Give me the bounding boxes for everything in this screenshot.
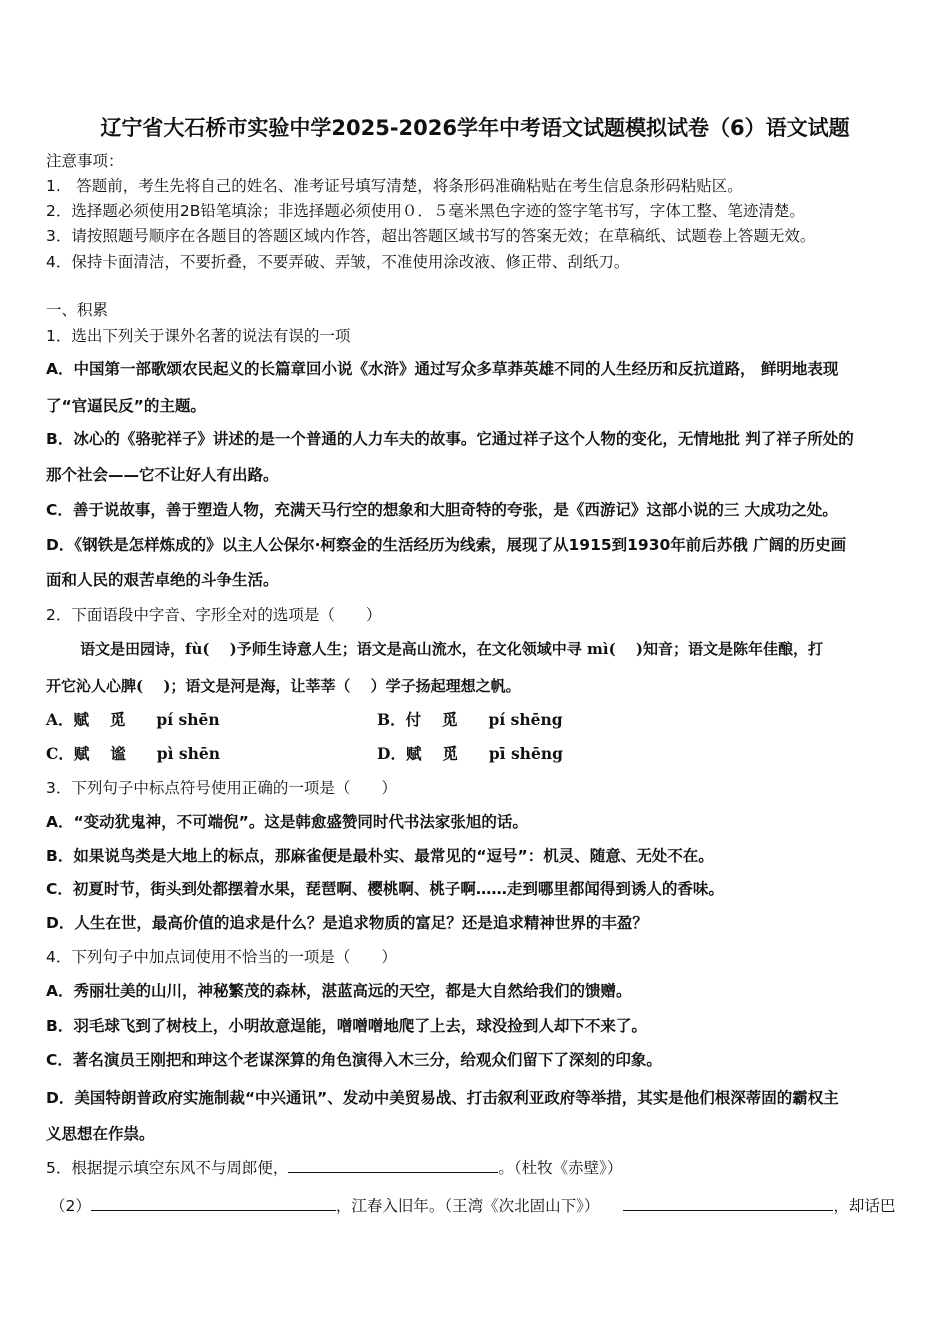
source-note: 。（杜牧《赤壁》） [498,1159,623,1177]
note-item: 3．请按照题号顺序在各题目的答题区域内作答，超出答题区域书写的答案无效；在草稿纸、试题卷上答题无效。 [46,227,816,245]
question-stem: 3．下列句子中标点符号使用正确的一项是（ ） [46,779,397,797]
question-5-line-2 [50,1196,895,1216]
answer-blank[interactable] [623,1196,833,1211]
option-b: B．羽毛球飞到了树枝上，小明故意逞能，噌噌噌地爬了上去，球没捡到人却下不来了。 [46,1017,647,1035]
option-b-cont: 那个社会——它不让好人有出路。 [46,466,279,484]
note-item: 4．保持卡面清洁，不要折叠，不要弄破、弄皱，不准使用涂改液、修正带、刮纸刀。 [46,253,630,271]
option-d-cont: 义思想在作祟。 [46,1125,155,1143]
item-number: （2） [50,1197,91,1215]
note-item: 2．选择题必须使用2B铅笔填涂；非选择题必须使用０．５毫米黑色字迹的签字笔书写，字体工整、笔迹清楚。 [46,202,805,220]
option-c: C．善于说故事，善于塑造人物，充满天马行空的想象和大胆奇特的夸张，是《西游记》这部小说的三 大成功之处。 [46,501,838,519]
option-c: C．著名演员王刚把和珅这个老谋深算的角色演得入木三分，给观众们留下了深刻的印象。 [46,1051,662,1069]
question-stem: 4．下列句子中加点词使用不恰当的一项是（ ） [46,948,397,966]
option-a: A．赋 觅 pí shēn [46,710,220,729]
option-d: D．赋 觅 pī shēng [377,744,563,763]
note-item: 1. 答题前，考生先将自己的姓名、准考证号填写清楚，将条形码准确粘贴在考生信息条形码粘贴区。 [46,177,743,195]
option-c: C．赋 谧 pì shēn [46,744,220,763]
option-a: A．中国第一部歌颂农民起义的长篇章回小说《水浒》通过写众多草莽英雄不同的人生经历和反抗道路， 鲜明地表现 [46,360,839,378]
option-d: D．美国特朗普政府实施制裁“中兴通讯”、发动中美贸易战、打击叙利亚政府等举措，其实是他们根深蒂固的霸权主 [46,1089,839,1107]
source-note: ，江春入旧年。（王湾《次北固山下》） [335,1197,600,1215]
question-stem: 1．选出下列关于课外名著的说法有误的一项 [46,327,351,345]
option-a-cont: 了“官逼民反”的主题。 [46,397,206,415]
option-c: C．初夏时节，街头到处都摆着水果，琵琶啊、樱桃啊、桃子啊……走到哪里都闻得到诱人的香味。 [46,880,724,898]
passage-line: 开它沁人心脾( )；语文是河是海，让莘莘（ ）学子扬起理想之帆。 [46,677,521,695]
notes-heading: 注意事项： [46,152,124,170]
section-heading: 一、积累 [46,301,109,319]
question-stem: 5．根据提示填空东风不与周郎便， [46,1159,289,1177]
page-title: 辽宁省大石桥市实验中学2025-2026学年中考语文试题模拟试卷（6）语文试题 [100,116,850,140]
option-a: A．秀丽壮美的山川，神秘繁茂的森林，湛蓝高远的天空，都是大自然给我们的馈赠。 [46,982,632,1000]
option-b: B．冰心的《骆驼祥子》讲述的是一个普通的人力车夫的故事。它通过祥子这个人物的变化，无情地批 判了祥子所处的 [46,430,854,448]
option-a: A．“变动犹鬼神，不可端倪”。这是韩愈盛赞同时代书法家张旭的话。 [46,813,528,831]
answer-blank[interactable] [288,1158,498,1173]
passage-line: 语文是田园诗，fù( )予师生诗意人生；语文是高山流水，在文化领域中寻 mì( )知音；语文是陈年佳酿，打 [80,640,823,658]
answer-blank[interactable] [91,1196,336,1211]
question-5-line-1 [46,1158,622,1178]
option-d: D．《钢铁是怎样炼成的》以主人公保尔·柯察金的生活经历为线索，展现了从1915到1930年前后苏俄 广阔的历史画 [46,536,847,554]
verse-fragment: ，却话巴 [833,1197,896,1215]
question-stem: 2．下面语段中字音、字形全对的选项是（ ） [46,606,382,624]
option-b: B．付 觅 pí shēng [377,710,563,729]
option-b: B．如果说鸟类是大地上的标点，那麻雀便是最朴实、最常见的“逗号”：机灵、随意、无处不在。 [46,847,714,865]
option-d: D．人生在世，最高价值的追求是什么？是追求物质的富足？还是追求精神世界的丰盈？ [46,914,648,932]
option-d-cont: 面和人民的艰苦卓绝的斗争生活。 [46,571,279,589]
